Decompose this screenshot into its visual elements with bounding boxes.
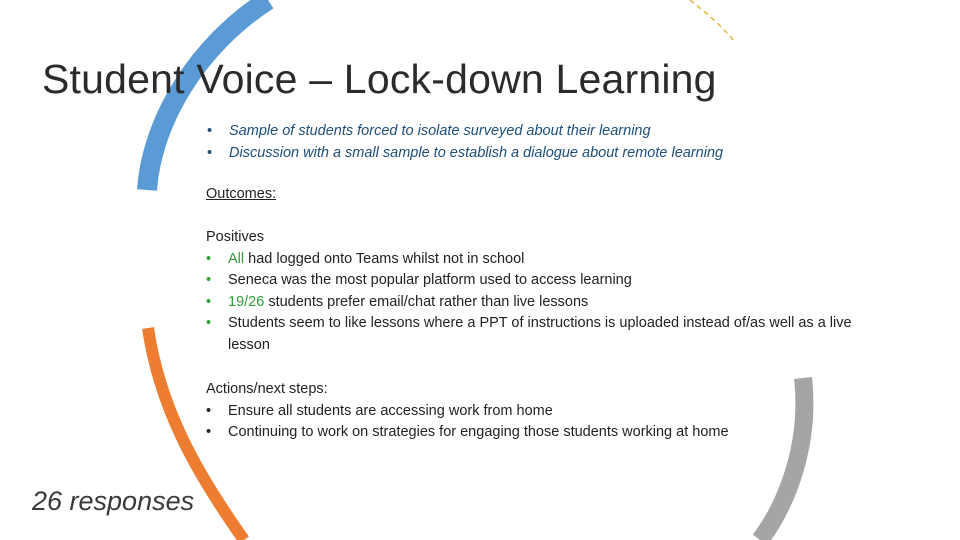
bullet-marker: • bbox=[207, 123, 213, 139]
positive-text: Students seem to like lessons where a PPT of instructions is uploaded instead of/as well as a live lesson bbox=[228, 315, 852, 353]
slide-title: Student Voice – Lock-down Learning bbox=[42, 56, 717, 102]
bullet-marker: • bbox=[206, 424, 212, 441]
positive-text: students prefer email/chat rather than live lessons bbox=[264, 293, 589, 310]
positive-highlight: All bbox=[228, 250, 245, 267]
bullet-marker: • bbox=[206, 402, 212, 419]
action-item bbox=[206, 422, 866, 444]
positive-text: Seneca was the most popular platform used to access learning bbox=[228, 272, 632, 289]
responses-count: 26 responses bbox=[32, 486, 195, 516]
intro-bullet bbox=[207, 142, 723, 164]
positive-item bbox=[206, 270, 866, 292]
actions-section bbox=[206, 379, 866, 444]
bullet-marker: • bbox=[206, 293, 212, 310]
bullet-marker: • bbox=[206, 250, 212, 267]
intro-bullet-text: Discussion with a small sample to establish a dialogue about remote learning bbox=[229, 145, 724, 161]
positives-section bbox=[206, 227, 866, 357]
bullet-marker: • bbox=[206, 272, 212, 289]
action-text: Ensure all students are accessing work from home bbox=[228, 402, 553, 419]
positive-text: had logged onto Teams whilst not in school bbox=[244, 250, 525, 267]
yellow-arc bbox=[690, 0, 735, 42]
action-item bbox=[206, 401, 866, 423]
positives-heading: Positives bbox=[206, 229, 265, 245]
bullet-marker: • bbox=[207, 145, 213, 161]
outcomes-heading: Outcomes: bbox=[206, 186, 277, 202]
intro-bullet bbox=[207, 120, 723, 142]
intro-bullet-list bbox=[207, 120, 723, 164]
action-text: Continuing to work on strategies for engaging those students working at home bbox=[228, 424, 729, 441]
intro-bullet-text: Sample of students forced to isolate surveyed about their learning bbox=[229, 123, 651, 139]
actions-list bbox=[206, 401, 866, 444]
positive-item bbox=[206, 249, 866, 271]
positives-list bbox=[206, 249, 866, 357]
bullet-marker: • bbox=[206, 315, 212, 332]
actions-heading: Actions/next steps: bbox=[206, 381, 328, 397]
positive-item bbox=[206, 313, 866, 356]
positive-item bbox=[206, 292, 866, 314]
positive-highlight: 19/26 bbox=[228, 293, 265, 310]
